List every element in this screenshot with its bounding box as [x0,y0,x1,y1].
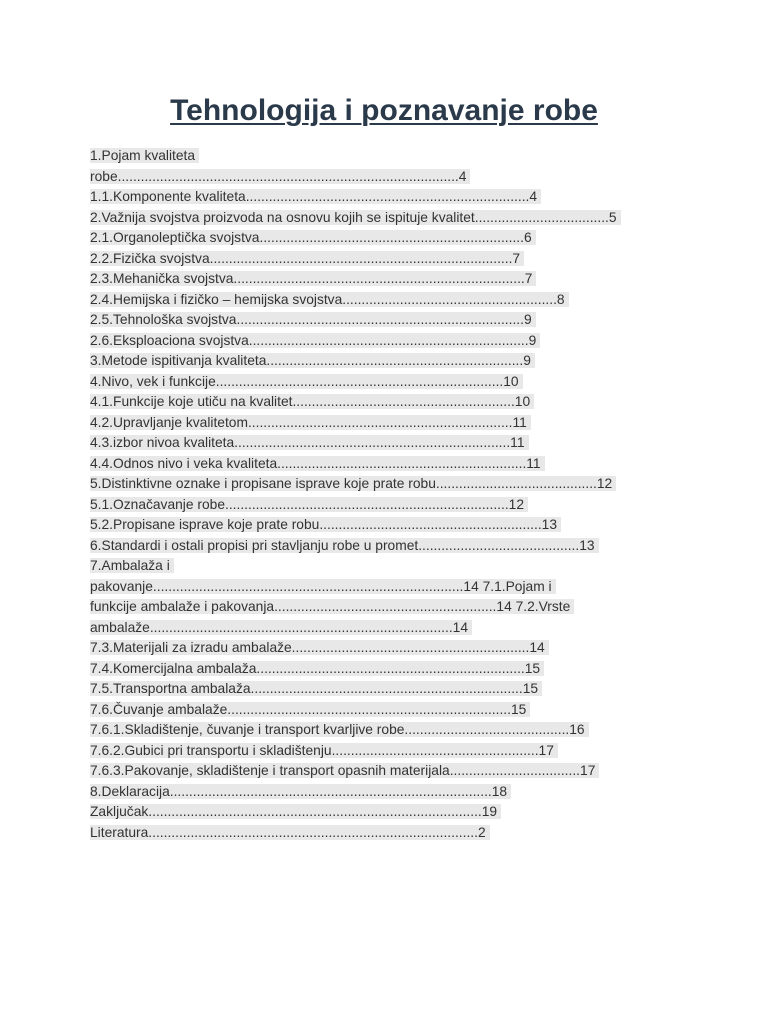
toc-line [90,597,690,618]
toc-line-text: 6.Standardi i ostali propisi pri stavljanju robe u promet..........................................13 [90,538,599,553]
toc-line [90,392,690,413]
toc-line [90,638,690,659]
toc-line [90,761,690,782]
toc-line-text: 7.3.Materijali za izradu ambalaže..............................................................14 [90,640,549,655]
toc-line [90,269,690,290]
toc-line [90,372,690,393]
toc-line-text: 5.Distinktivne oznake i propisane isprave koje prate robu..........................................12 [90,476,616,491]
toc-line-text: 1.1.Komponente kvaliteta..........................................................................4 [90,189,541,204]
toc-line [90,167,690,188]
toc-line-text: 2.3.Mehanička svojstva............................................................................7 [90,271,536,286]
toc-line-text: 5.2.Propisane isprave koje prate robu..........................................................13 [90,517,561,532]
toc-line [90,782,690,803]
toc-line-text: ambalaže...............................................................................14 [90,620,472,635]
toc-line-text: 7.4.Komercijalna ambalaža......................................................................15 [90,661,544,676]
toc-line-text: 3.Metode ispitivanja kvaliteta...................................................................9 [90,353,535,368]
toc-line-text: Literatura......................................................................................2 [90,825,490,840]
toc-line-text: robe.........................................................................................4 [90,169,470,184]
toc-line [90,659,690,680]
toc-line [90,146,690,167]
toc-line-text: 2.4.Hemijska i fizičko – hemijska svojstva........................................................8 [90,292,569,307]
toc-line-text: 7.Ambalaža i [90,558,174,573]
table-of-contents [90,146,690,843]
toc-line [90,802,690,823]
toc-line [90,290,690,311]
toc-line [90,351,690,372]
toc-line-text: 4.1.Funkcije koje utiču na kvalitet..........................................................10 [90,394,534,409]
toc-line-text: 7.6.1.Skladištenje, čuvanje i transport kvarljive robe...........................................16 [90,722,589,737]
toc-line-text: funkcije ambalaže i pakovanja..........................................................14 7.2.Vrste [90,599,574,614]
toc-line [90,433,690,454]
toc-line [90,741,690,762]
toc-line-text: 1.Pojam kvaliteta [90,148,199,163]
toc-line [90,249,690,270]
toc-line-text: pakovanje.................................................................................14 7.1.Pojam i [90,579,556,594]
toc-line-text: 2.5.Tehnološka svojstva...........................................................................9 [90,312,536,327]
toc-line [90,310,690,331]
toc-line [90,187,690,208]
document-title: Tehnologija i poznavanje robe [170,94,598,127]
toc-line [90,474,690,495]
toc-line [90,413,690,434]
toc-line-text: 7.6.Čuvanje ambalaže..........................................................................15 [90,702,530,717]
toc-line [90,720,690,741]
toc-line [90,228,690,249]
toc-line-text: 2.6.Eksploaciona svojstva.........................................................................9 [90,333,540,348]
toc-line-text: 2.1.Organoleptička svojstva.....................................................................6 [90,230,536,245]
toc-line-text: 4.2.Upravljanje kvalitetom.....................................................................11 [90,415,531,430]
toc-line [90,454,690,475]
toc-line [90,208,690,229]
toc-line [90,536,690,557]
toc-line [90,577,690,598]
toc-line-text: Zaključak.......................................................................................19 [90,804,501,819]
toc-line [90,495,690,516]
toc-line [90,515,690,536]
toc-line-text: 7.6.3.Pakovanje, skladištenje i transport opasnih materijala..................................17 [90,763,599,778]
toc-line [90,700,690,721]
toc-line-text: 5.1.Označavanje robe..........................................................................12 [90,497,528,512]
toc-line [90,679,690,700]
toc-line-text: 4.4.Odnos nivo i veka kvaliteta.................................................................11 [90,456,545,471]
toc-line-text: 7.6.2.Gubici pri transportu i skladištenju......................................................17 [90,743,558,758]
toc-line-text: 2.2.Fizička svojstva...............................................................................7 [90,251,524,266]
toc-line [90,331,690,352]
toc-line-text: 8.Deklaracija....................................................................................18 [90,784,511,799]
toc-line [90,556,690,577]
toc-line [90,618,690,639]
toc-line-text: 7.5.Transportna ambalaža.......................................................................15 [90,681,542,696]
toc-line [90,823,690,844]
toc-line-text: 2.Važnija svojstva proizvoda na osnovu kojih se ispituje kvalitet...................................5 [90,210,621,225]
toc-line-text: 4.3.izbor nivoa kvaliteta........................................................................11 [90,435,529,450]
toc-line-text: 4.Nivo, vek i funkcije...........................................................................10 [90,374,523,389]
